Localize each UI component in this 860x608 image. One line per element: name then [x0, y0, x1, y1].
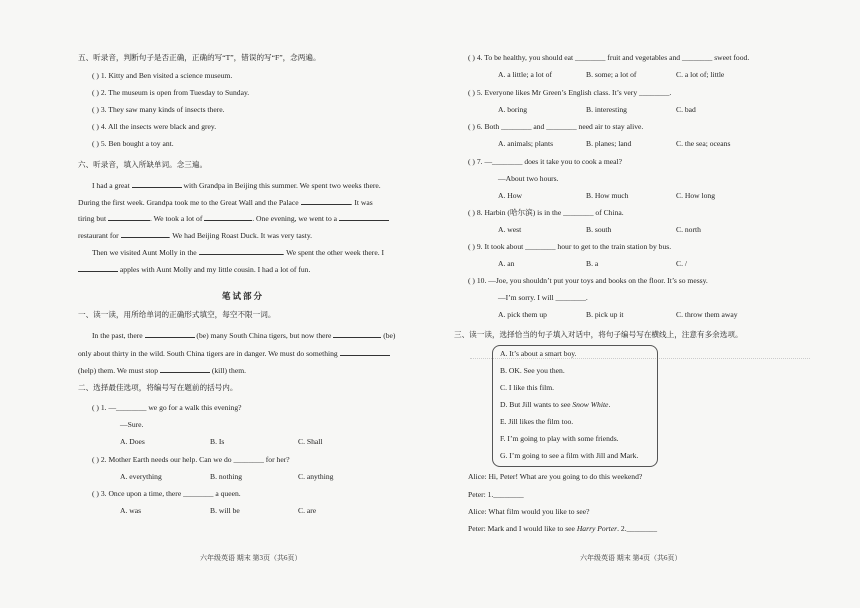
film-title: Harry Porter: [576, 524, 618, 533]
q9-option-b: B. a: [586, 259, 599, 268]
question-5: ( ) 5. Everyone likes Mr Green’s English class. It’s very ________.: [468, 88, 672, 97]
text-seg: . We spent the other week there. I: [282, 248, 385, 257]
q3-option-a: A. was: [120, 506, 142, 515]
passage-line-1: [92, 179, 381, 191]
text-seg: with Grandpa in Beijing this summer. We spent two weeks there.: [181, 181, 381, 190]
q5-option-a: A. boring: [498, 105, 528, 114]
q10-option-c: C. throw them away: [676, 310, 738, 319]
question-6: ( ) 6. Both ________ and ________ need air to stay alive.: [468, 122, 644, 131]
listening-item-3: ( ) 3. They saw many kinds of insects there.: [92, 105, 225, 114]
question-4: ( ) 4. To be healthy, you should eat ________ fruit and vegetables and ________ sweet food.: [468, 53, 750, 62]
page-footer-right: 六年级英语 期末 第4页（共6页）: [580, 554, 682, 562]
page-footer-left: 六年级英语 期末 第3页（共6页）: [200, 554, 302, 562]
listening-item-4: ( ) 4. All the insects were black and grey.: [92, 122, 217, 131]
text-seg: Then we visited Aunt Molly in the: [92, 248, 199, 257]
dialog-line-4: [468, 524, 657, 534]
section-6-title: 六、听录音，填入所缺单词。念三遍。: [78, 160, 208, 169]
blank[interactable]: [340, 347, 390, 356]
blank[interactable]: [121, 229, 169, 238]
q8-option-b: B. south: [586, 225, 612, 234]
blank[interactable]: [145, 329, 195, 338]
q7-option-a: A. How: [498, 191, 523, 200]
q2-option-a: A. everything: [120, 472, 162, 481]
question-9: ( ) 9. It took about ________ hour to get to the train station by bus.: [468, 242, 672, 251]
listening-item-2: ( ) 2. The museum is open from Tuesday to Sunday.: [92, 88, 250, 97]
text-seg: (help) them. We must stop: [78, 366, 160, 375]
box-option-b: B. OK. See you then.: [500, 366, 565, 375]
question-7-reply: —About two hours.: [498, 174, 559, 183]
fill-line-3: [78, 364, 246, 376]
passage-line-6: [78, 263, 310, 275]
question-1-reply: —Sure.: [120, 420, 144, 429]
blank[interactable]: [339, 212, 389, 221]
question-10-reply: —I’m sorry. I will ________.: [498, 293, 588, 302]
q4-option-b: B. some; a lot of: [586, 70, 637, 79]
q2-option-c: C. anything: [298, 472, 334, 481]
box-option-f: F. I’m going to play with some friends.: [500, 434, 619, 443]
text-seg: tiring but: [78, 214, 108, 223]
passage-line-3: [78, 212, 389, 224]
passage-line-2: [78, 196, 373, 208]
q8-option-a: A. west: [498, 225, 522, 234]
box-option-c: C. I like this film.: [500, 383, 554, 392]
text-seg: . We took a lot of: [149, 214, 205, 223]
q3-option-c: C. are: [298, 506, 317, 515]
text-seg: (kill) them.: [209, 366, 247, 375]
q4-option-c: C. a lot of; little: [676, 70, 725, 79]
blank[interactable]: [132, 179, 182, 188]
text-seg: restaurant for: [78, 231, 121, 240]
q5-option-b: B. interesting: [586, 105, 627, 114]
text-seg: .: [608, 400, 611, 409]
q10-option-a: A. pick them up: [498, 310, 547, 319]
question-8: ( ) 8. Harbin (哈尔滨) is in the ________ of China.: [468, 208, 624, 217]
blank[interactable]: [333, 329, 381, 338]
text-seg: . It was: [350, 198, 373, 207]
q7-option-c: C. How long: [676, 191, 716, 200]
q6-option-c: C. the sea; oceans: [676, 139, 731, 148]
question-2: ( ) 2. Mother Earth needs our help. Can we do ________ for her?: [92, 455, 290, 464]
text-seg: Peter: Mark and I would like to see: [468, 524, 577, 533]
passage-line-4: [78, 229, 312, 241]
text-seg: During the first week. Grandpa took me to the Great Wall and the Palace: [78, 198, 301, 207]
q8-option-c: C. north: [676, 225, 701, 234]
box-option-e: E. Jill likes the film too.: [500, 417, 574, 426]
fill-line-1: [92, 329, 395, 341]
fill-line-2: [78, 347, 390, 359]
text-seg: In the past, there: [92, 331, 145, 340]
q2-option-b: B. nothing: [210, 472, 243, 481]
blank[interactable]: [204, 212, 252, 221]
text-seg: only about thirty in the wild. South China tigers are in danger. We must do something: [78, 349, 340, 358]
q7-option-b: B. How much: [586, 191, 629, 200]
q1-option-c: C. Shall: [298, 437, 323, 446]
q10-option-b: B. pick up it: [586, 310, 624, 319]
blank[interactable]: [199, 246, 283, 255]
q1-option-a: A. Does: [120, 437, 145, 446]
question-1: ( ) 1. —________ we go for a walk this evening?: [92, 403, 242, 412]
section-3-title: 三、读一读，选择恰当的句子填入对话中，将句子编号写在横线上，注意有多余选项。: [454, 330, 743, 339]
box-option-d: [500, 400, 610, 410]
q9-option-a: A. an: [498, 259, 515, 268]
text-seg: I had a great: [92, 181, 132, 190]
film-title: Snow White: [572, 400, 609, 409]
q1-option-b: B. Is: [210, 437, 225, 446]
listening-item-1: ( ) 1. Kitty and Ben visited a science museum.: [92, 71, 233, 80]
q4-option-a: A. a little; a lot of: [498, 70, 552, 79]
q6-option-a: A. animals; plants: [498, 139, 554, 148]
listening-item-5: ( ) 5. Ben bought a toy ant.: [92, 139, 174, 148]
question-7: ( ) 7. —________ does it take you to cook a meal?: [468, 157, 622, 166]
blank[interactable]: [160, 364, 210, 373]
box-option-g: G. I’m going to see a film with Jill and Mark.: [500, 451, 639, 460]
text-seg: . We had Beijing Roast Duck. It was very tasty.: [168, 231, 313, 240]
q9-option-c: C. /: [676, 259, 687, 268]
section-2-title: 二、选择最佳选项，将编号写在题前的括号内。: [78, 383, 238, 392]
text-seg: . 2.________: [617, 524, 657, 533]
question-10: ( ) 10. —Joe, you shouldn’t put your toys and books on the floor. It’s so messy.: [468, 276, 708, 285]
blank[interactable]: [108, 212, 150, 221]
text-seg: (be) many South China tigers, but now there: [194, 331, 334, 340]
blank[interactable]: [78, 263, 118, 272]
text-seg: D. But Jill wants to see: [500, 400, 573, 409]
dialog-line-2: Peter: 1.________: [468, 490, 524, 499]
question-3: ( ) 3. Once upon a time, there ________ a queen.: [92, 489, 241, 498]
section-1-title: 一、读一读，用所给单词的正确形式填空，每空不限一词。: [78, 310, 276, 319]
q5-option-c: C. bad: [676, 105, 696, 114]
dialog-line-3: Alice: What film would you like to see?: [468, 507, 590, 516]
written-part-title: 笔试部分: [222, 291, 265, 301]
blank[interactable]: [301, 196, 351, 205]
text-seg: (be): [381, 331, 396, 340]
text-seg: apples with Aunt Molly and my little cousin. I had a lot of fun.: [118, 265, 311, 274]
dialog-line-1: Alice: Hi, Peter! What are you going to do this weekend?: [468, 472, 643, 481]
box-option-a: A. It’s about a smart boy.: [500, 349, 577, 358]
q3-option-b: B. will be: [210, 506, 240, 515]
passage-line-5: [92, 246, 384, 258]
text-seg: . One evening, we went to a: [252, 214, 339, 223]
section-5-title: 五、听录音，判断句子是否正确，正确的写“T”，错误的写“F”，念两遍。: [78, 53, 321, 62]
q6-option-b: B. planes; land: [586, 139, 632, 148]
